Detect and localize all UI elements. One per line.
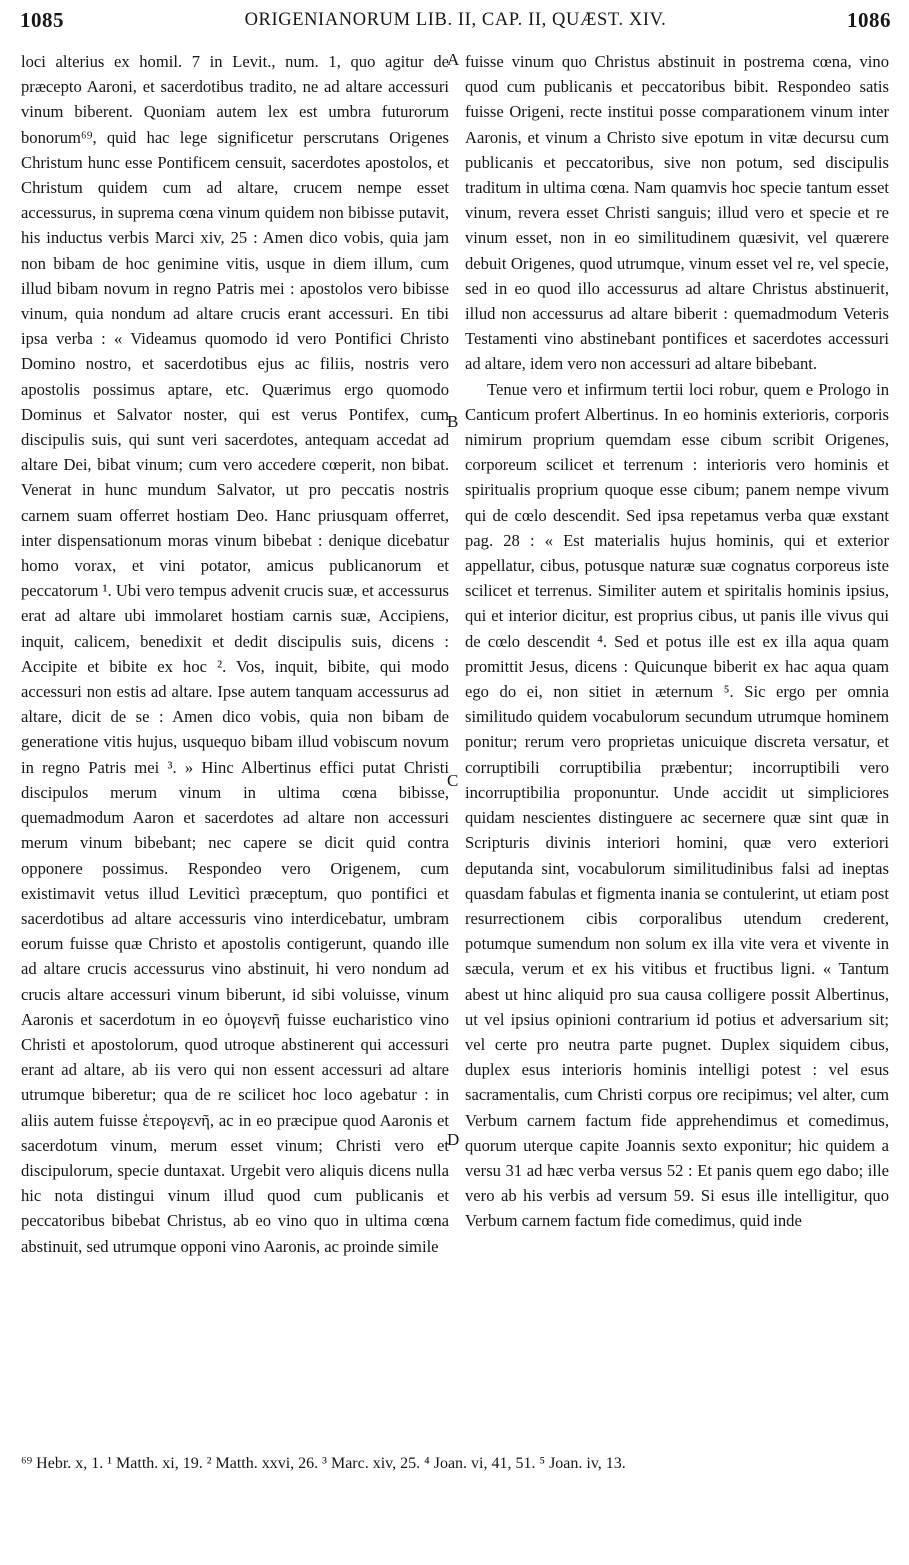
margin-marker-a: A [447, 50, 460, 69]
margin-marker-b: B [447, 412, 459, 431]
left-column-paragraph: loci alterius ex homil. 7 in Levit., num. 1, quo agitur de præcepto Aaroni, et sacerdotibus tradito, ne ad altare accessuri vinum biberent. Quoniam autem lex est umbra futurorum bonorum⁶⁹, quid hac lege significetur perscrutans Origenes Christum hunc esse Pontificem censuit, sacerdotes apostolos, et Christum quidem cum ad altare, crucem nempe esset accessurus, in suprema cœna vinum quidem non bibisse putavit, his inductus verbis Marci xiv, 25 : Amen dico vobis, quia jam non bibam de hoc genimine vitis, usque in diem illum, cum illud bibam novum in regno Patris mei : apostolos vero bibisse vinum, quia nondum ad altare crucis erant accessuri. En tibi ipsa verba : « Videamus quomodo id vero Pontifici Christo Domino nostro, et sacerdotibus ejus ac filiis, nostris vero apostolis possimus aptare, etc. Quærimus ergo quomodo Dominus et Salvator noster, qui est verus Pontifex, cum discipulis suis, qui sunt veri sacerdotes, antequam accedat ad altare Dei, bibat vinum; cum vero accedere cœperit, non bibat. Venerat in hunc mundum Salvator, ut pro peccatis nostris carnem suam offerret hostiam Deo. Hanc priusquam offerret, inter dispensationum moras vinum bibebat : denique dicebatur homo vorax, et vini potator, amicus publicanorum et peccatorum ¹. Ubi vero tempus advenit crucis suæ, et accessurus erat ad altare ubi immolaret hostiam carnis suæ, Accipiens, inquit, calicem, benedixit et dedit discipulis suis, dicens : Accipite et bibite ex hoc ². Vos, inquit, bibite, qui modo accessuri non estis ad altare. Ipse autem tanquam accessurus ad altare, dicit de se : Amen dico vobis, quia non bibam de generatione vitis hujus, usquequo bibam illud vobiscum novum in regno Patris mei ³. » Hinc Albertinus effici putat Christi discipulos merum vinum in ultima cœna bibisse, quemadmodum Aaron et sacerdotes ad altare non accessuri merum vinum bibebant; nec capere se dicit quid contra opponere possimus. Respondeo vero Origenem, cum existimavit vetus illud Leviticì præceptum, quo pontifici et sacerdotibus ad altare accessuris vino interdicebatur, umbram eorum fuisse quæ Christo et apostolis contigerunt, quando ille ad altare crucis accessurus vino abstinuit, hi vero nondum ad crucis altare accessuri vinum biberunt, id sibi voluisse, vinum Aaronis et sacerdotum in eo ὁμογενῆ fuisse eucharistico vino Christi et apostolorum, quod utroque abstinerent qui accessuri erant ad altare, ab iis vero qui non essent accessuri ad altare utrumque biberetur; qua de re scilicet hoc loco agebatur : in aliis autem fuisse ἑτερογενῆ, ac in eo præcipue quod Aaronis et sacerdotum vinum, merum esset vinum; Christi vero et discipulorum, specie duntaxat. Urgebit vero aliquis dicens nulla hic nota distingui vinum illud quod cum publicanis et peccatoribus bibebat Christus, ab eo vino quo in ultima cœna abstinuit, sed utrumque opponi vino Aaronis, ac proinde simile [21, 52, 449, 1256]
right-column-paragraph-2: Tenue vero et infirmum tertii loci robur, quem e Prologo in Canticum profert Albertinus. In eo hominis exterioris, corporis nimirum proprium quemdam esse cibum scribit Origenes, corporeum scilicet et terrenum : interioris vero hominis et spiritualis proprium quoque esse cibum; panem nempe vivum qui de cœlo descendit. Sed ipsa repetamus verba quæ exstant pag. 28 : « Est materialis hujus hominis, qui et exterior appellatur, cibus, potusque naturæ suæ cognatus corporeus iste scilicet et terrenus. Similiter autem et spiritalis hominis ipsius, qui et interior dicitur, est proprius cibus, ut panis ille vivus qui de cœlo descendit ⁴. Sed et potus ille est ex illa aqua quam promittit Jesus, dicens : Quicunque biberit ex hac aqua quam ego do ei, non sitiet in æternum ⁵. Sic ergo per omnia similitudo quidem vocabulorum secundum utrumque hominem ponitur; rerum vero proprietas unicuique discreta versatur, et corruptibili corruptibilia præbentur; incorruptibili vero incorruptibilia proponuntur. Unde accidit ut simpliciores quidam nescientes distinguere ac secernere quæ sint quæ in Scripturis divinis interiori homini, quæ vero exteriori deputanda sint, vocabulorum similitudinibus falsi ad ineptas quasdam fabulas et figmenta inania se contulerint, ut etiam post resurrectionem cibis corporalibus utendum crederent, potumque sumendum non solum ex illa vite vera et vivente in sæcula, verum et ex his vitibus et fructibus ligni. « Tantum abest ut hinc aliquid pro sua causa colligere possit Albertinus, ut vel ipsius opinioni contrarium id potius et adversarium sit; vel certe pro neutra parte pugnet. Duplex siquidem cibus, duplex esus interioris hominis intelligi potest : vel esus sacramentalis, cum Christi corpus ore recipimus; vel alter, cum Verbum carnem factum fide apprehendimus et comedimus, quorum uterque capite Joannis sexto exponitur; hic quidem a versu 31 ad hæc verba versus 52 : Et panis quem ego dabo; ille vero ab his verbis ad versum 59. Si esus ille intelligitur, quo Verbum carnem factum fide comedimus, quid inde [465, 379, 889, 1231]
right-text-column [465, 49, 889, 1234]
page-number-right: 1086 [847, 8, 891, 32]
page-number-left: 1085 [20, 8, 64, 32]
running-title: ORIGENIANORUM LIB. II, CAP. II, QUÆST. XIV. [244, 10, 667, 30]
margin-marker-d: D [447, 1130, 460, 1149]
right-column-paragraph-1: fuisse vinum quo Christus abstinuit in postrema cœna, vino quod cum publicanis et peccatoribus bibit. Respondeo satis fuisse Origeni, recte institui posse comparationem vinum inter Aaronis, et vinum a Christo sive epotum in vitæ decursu cum publicanis et peccatoribus, sive non potum, sed discipulis traditum in ultima cœna. Nam quamvis hoc specie tantum esset vinum, revera esset Christi sanguis; illud vero et specie et re vinum esset, non in eo similitudinem quæsivit, vel quærere debuit Origenes, quod utrumque, vinum esset vel re, vel specie, sed in eo quod illo accessurus ad altare Christus abstinuerit, illud non accessurus ad altare biberit : quemadmodum Veteris Testamenti vino abstinebant pontifices et sacerdotes accessuri ad altare, idem vero non accessuri ad altare bibebant. [465, 52, 889, 374]
page-header [20, 8, 891, 38]
left-text-column [21, 49, 449, 1259]
margin-marker-c: C [447, 771, 459, 790]
footnotes: ⁶⁹ Hebr. x, 1. ¹ Matth. xi, 19. ² Matth. xxvi, 26. ³ Marc. xiv, 25. ⁴ Joan. vi, 41, 51. ⁵ Joan. iv, 13. [21, 1455, 626, 1472]
